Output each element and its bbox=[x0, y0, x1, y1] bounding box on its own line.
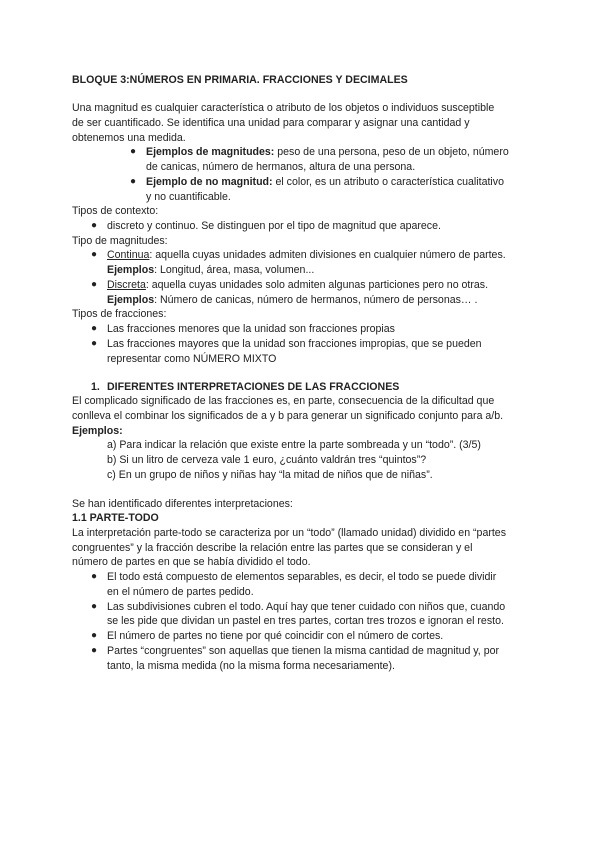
bullet-icon: ● bbox=[91, 249, 98, 260]
continua-text: : aquella cuyas unidades admiten divisiones en cualquier número de partes. bbox=[149, 249, 506, 261]
section-heading: Tipos de fracciones: bbox=[72, 308, 167, 320]
section-heading: Tipos de contexto: bbox=[72, 205, 159, 217]
section-number: 1. bbox=[91, 381, 100, 393]
list-item bbox=[107, 278, 488, 292]
list-item-continuation: representar como NÚMERO MIXTO bbox=[107, 353, 277, 365]
example-item: a) Para indicar la relación que existe entre la parte sombreada y un “todo”. (3/5) bbox=[107, 439, 481, 451]
list-item bbox=[146, 175, 504, 189]
intro-line: de ser cuantificado. Se identifica una unidad para comparar y asignar una cantidad y bbox=[72, 117, 470, 129]
paragraph-line: La interpretación parte-todo se caracteriza por un “todo” (llamado unidad) dividido en “partes bbox=[72, 527, 506, 539]
list-item: Partes “congruentes” son aquellas que tienen la misma cantidad de magnitud y, por bbox=[107, 645, 499, 657]
continua-label: Continua bbox=[107, 249, 150, 261]
paragraph-line: congruentes” y la fracción describe la relación entre las partes que se consideran y el bbox=[72, 542, 473, 554]
bullet-icon: ● bbox=[91, 279, 98, 290]
list-item-continuation: tanto, la misma medida (no la misma forma necesariamente). bbox=[107, 660, 395, 672]
example-item: b) Si un litro de cerveza vale 1 euro, ¿cuánto valdrán tres “quintos”? bbox=[107, 454, 427, 466]
magnitudes-example-label: Ejemplos de magnitudes: bbox=[146, 146, 275, 158]
list-item-continuation bbox=[107, 263, 314, 277]
list-item: El número de partes no tiene por qué coincidir con el número de cortes. bbox=[107, 630, 444, 642]
discreta-text: : aquella cuyas unidades solo admiten algunas particiones pero no otras. bbox=[145, 279, 489, 291]
list-item bbox=[146, 145, 509, 159]
paragraph-line: El complicado significado de las fracciones es, en parte, consecuencia de la dificultad que bbox=[72, 395, 495, 407]
bullet-icon: ● bbox=[130, 146, 137, 157]
subsection-heading: 1.1 PARTE-TODO bbox=[72, 512, 159, 524]
list-item bbox=[107, 248, 506, 262]
bullet-icon: ● bbox=[91, 338, 98, 349]
list-item-continuation bbox=[107, 293, 477, 307]
paragraph-line: número de partes en que se había dividido el todo. bbox=[72, 556, 311, 568]
ejemplos-label: Ejemplos bbox=[107, 294, 155, 306]
list-item-continuation: en el número de partes pedido. bbox=[107, 586, 254, 598]
list-item: discreto y continuo. Se distinguen por el tipo de magnitud que aparece. bbox=[107, 220, 441, 232]
bullet-icon: ● bbox=[91, 323, 98, 334]
ejemplos-text: : Número de canicas, número de hermanos, número de personas… . bbox=[154, 294, 478, 306]
intro-line: Una magnitud es cualquier característica o atributo de los objetos o individuos susceptible bbox=[72, 102, 495, 114]
list-item: Las subdivisiones cubren el todo. Aquí hay que tener cuidado con niños que, cuando bbox=[107, 601, 506, 613]
ejemplos-heading: Ejemplos: bbox=[72, 425, 123, 437]
discreta-label: Discreta bbox=[107, 279, 146, 291]
list-item-continuation: se les pide que dividan un pastel en tres partes, cortan tres trozos e ignoran el resto. bbox=[107, 615, 504, 627]
paragraph-line: conlleva el combinar los significados de a y b para generar un significado conjunto para a/b. bbox=[72, 410, 504, 422]
list-item: Las fracciones mayores que la unidad son fracciones impropias, que se pueden bbox=[107, 338, 482, 350]
no-magnitud-text: el color, es un atributo o característica cualitativo bbox=[272, 176, 504, 188]
list-item: El todo está compuesto de elementos separables, es decir, el todo se puede dividir bbox=[107, 571, 497, 583]
bullet-icon: ● bbox=[91, 630, 98, 641]
ejemplos-text: : Longitud, área, masa, volumen... bbox=[154, 264, 315, 276]
intro-line: obtenemos una medida. bbox=[72, 132, 186, 144]
section-heading: Tipo de magnitudes: bbox=[72, 235, 168, 247]
list-item: Las fracciones menores que la unidad son fracciones propias bbox=[107, 323, 395, 335]
section-heading: DIFERENTES INTERPRETACIONES DE LAS FRACCIONES bbox=[107, 381, 400, 393]
magnitudes-example-text: peso de una persona, peso de un objeto, número bbox=[274, 146, 509, 158]
bullet-icon: ● bbox=[91, 601, 98, 612]
no-magnitud-label: Ejemplo de no magnitud: bbox=[146, 176, 273, 188]
bullet-icon: ● bbox=[91, 220, 98, 231]
bullet-icon: ● bbox=[91, 571, 98, 582]
bullet-icon: ● bbox=[91, 645, 98, 656]
list-item-continuation: y no cuantificable. bbox=[146, 191, 231, 203]
example-item: c) En un grupo de niños y niñas hay “la mitad de niños que de niñas”. bbox=[107, 469, 433, 481]
paragraph-line: Se han identificado diferentes interpretaciones: bbox=[72, 498, 293, 510]
list-item-continuation: de canicas, número de hermanos, altura de una persona. bbox=[146, 161, 416, 173]
ejemplos-label: Ejemplos bbox=[107, 264, 155, 276]
bullet-icon: ● bbox=[130, 176, 137, 187]
page-title: BLOQUE 3:NÚMEROS EN PRIMARIA. FRACCIONES Y DECIMALES bbox=[72, 74, 408, 86]
